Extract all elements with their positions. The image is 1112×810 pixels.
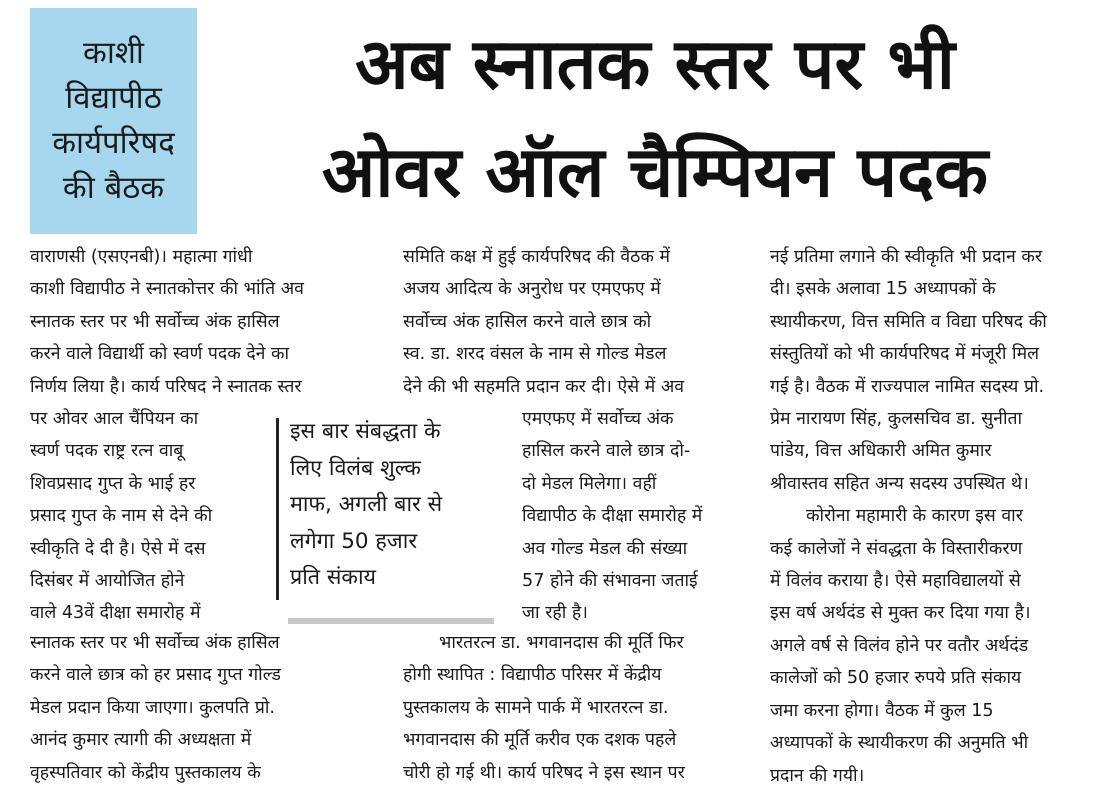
text-line: प्रसाद गुप्त के नाम से देने की bbox=[30, 506, 213, 527]
text-line: कई कालेजों ने संवद्धता के विस्तारीकरण bbox=[770, 538, 1023, 559]
text-line: प्रदान की गयी। bbox=[770, 765, 865, 786]
column-2-bottom bbox=[403, 627, 740, 789]
text-line: इस वर्ष अर्थदंड से मुक्त कर दिया गया है। bbox=[770, 603, 1031, 624]
text-line: गई है। वैठक में राज्यपाल नामित सदस्य प्रो. bbox=[770, 376, 1045, 397]
text-line: शिवप्रसाद गुप्त के भाई हर bbox=[30, 473, 196, 494]
text-line: समिति कक्ष में हुई कार्यपरिषद की वैठक में bbox=[403, 247, 670, 267]
text-line: विद्यापीठ के दीक्षा समारोह में bbox=[522, 506, 703, 527]
text-line: प्रेम नारायण सिंह, कुलसचिव डा. सुनीता bbox=[770, 409, 1023, 430]
text-line: देने की भी सहमति प्रदान कर दी। ऐसे में अव bbox=[403, 376, 685, 397]
text-line: जा रही है। bbox=[522, 603, 588, 624]
text-line: मेडल प्रदान किया जाएगा। कुलपति प्रो. bbox=[30, 697, 275, 718]
text-line: करने वाले छात्र को हर प्रसाद गुप्त गोल्ड bbox=[30, 665, 281, 686]
text-line: अध्यापकों के स्थायीकरण की अनुमति भी bbox=[770, 733, 1029, 754]
text-line: हासिल करने वाले छात्र दो- bbox=[522, 441, 691, 462]
pull-quote-line: इस बार संबद्धता के bbox=[290, 419, 441, 444]
text-line: भारतरत्न डा. भगवानदास की मूर्ति फिर bbox=[439, 633, 684, 653]
text-line: स्नातक स्तर पर भी सर्वोच्च अंक हासिल bbox=[30, 311, 280, 332]
text-line: दिसंबर में आयोजित होने bbox=[30, 571, 185, 592]
text-line: कालेजों को 50 हजार रुपये प्रति संकाय bbox=[770, 668, 1022, 689]
text-line: वाले 43वें दीक्षा समारोह में bbox=[30, 603, 201, 624]
text-line: 57 होने की संभावना जताई bbox=[522, 571, 698, 592]
text-line: कोरोना महामारी के कारण इस वार bbox=[806, 506, 1023, 527]
headline bbox=[205, 10, 1105, 226]
text-line: दो मेडल मिलेगा। वहीं bbox=[522, 473, 657, 494]
text-line: आनंद कुमार त्यागी की अध्यक्षता में bbox=[30, 730, 252, 751]
column-2-top bbox=[403, 241, 740, 403]
column-1-mid bbox=[30, 403, 252, 630]
text-line: स्थायीकरण, वित्त समिति व विद्या परिषद की bbox=[770, 311, 1047, 332]
text-line: होगी स्थापित : विद्यापीठ परिसर में केंद्रीय bbox=[403, 665, 662, 686]
text-line: पांडेय, वित्त अधिकारी अमित कुमार bbox=[770, 441, 992, 462]
text-line: स्नातक स्तर पर भी सर्वोच्च अंक हासिल bbox=[30, 633, 280, 653]
text-line: निर्णय लिया है। कार्य परिषद ने स्नातक स्तर bbox=[30, 376, 302, 397]
text-line: अगले वर्ष से विलंव होने पर वतौर अर्थदंड bbox=[770, 635, 1029, 656]
column-1-top bbox=[30, 241, 370, 403]
text-line: अजय आदित्य के अनुरोध पर एमएफए में bbox=[403, 279, 661, 300]
text-line: काशी विद्यापीठ ने स्नातकोत्तर की भांति अव bbox=[30, 279, 304, 300]
text-line: पर ओवर आल चैंपियन का bbox=[30, 409, 199, 429]
pull-quote-line: प्रति संकाय bbox=[290, 565, 376, 590]
kicker-line: कार्यपरिषद bbox=[52, 125, 175, 161]
headline-line-2: ओवर ऑल चैम्पियन पदक bbox=[321, 131, 989, 213]
text-line: अव गोल्ड मेडल की संख्या bbox=[522, 538, 688, 559]
pull-quote-rule bbox=[276, 418, 279, 600]
text-line: स्वीकृति दे दी है। ऐसे में दस bbox=[30, 538, 206, 559]
text-line: करने वाले विद्यार्थी को स्वर्ण पदक देने का bbox=[30, 344, 290, 365]
section-kicker bbox=[30, 8, 197, 234]
text-line: चोरी हो गई थी। कार्य परिषद ने इस स्थान पर bbox=[403, 762, 685, 783]
text-line: दी। इसके अलावा 15 अध्यापकों के bbox=[770, 279, 996, 300]
text-line: भगवानदास की मूर्ति करीव एक दशक पहले bbox=[403, 730, 677, 751]
headline-line-1: अब स्नातक स्तर पर भी bbox=[355, 23, 955, 105]
column-2-mid bbox=[522, 403, 740, 630]
text-line: जमा करना होगा। वैठक में कुल 15 bbox=[770, 700, 994, 721]
text-line: में विलंव कराया है। ऐसे महाविद्यालयों से bbox=[770, 571, 1021, 592]
pull-quote-underline bbox=[288, 618, 494, 624]
pull-quote-line: लिए विलंब शुल्क bbox=[290, 455, 421, 481]
text-line: स्वर्ण पदक राष्ट्र रत्न वाबू bbox=[30, 441, 184, 462]
kicker-line: विद्यापीठ bbox=[65, 80, 162, 116]
text-line: एमएफए में सर्वोच्च अंक bbox=[522, 409, 674, 429]
text-line: सर्वोच्च अंक हासिल करने वाले छात्र को bbox=[403, 311, 652, 332]
pull-quote-line: माफ, अगली बार से bbox=[290, 492, 443, 517]
text-line: वृहस्पतिवार को केंद्रीय पुस्तकालय के bbox=[30, 762, 261, 783]
text-line: नई प्रतिमा लगाने की स्वीकृति भी प्रदान कर bbox=[770, 247, 1043, 267]
text-line: श्रीवास्तव सहित अन्य सदस्य उपस्थित थे। bbox=[770, 473, 1029, 494]
text-line: स्व. डा. शरद वंसल के नाम से गोल्ड मेडल bbox=[403, 344, 667, 365]
text-line: पुस्तकालय के सामने पार्क में भारतरत्न डा. bbox=[403, 697, 669, 718]
column-3 bbox=[770, 241, 1108, 792]
kicker-line: की बैठक bbox=[62, 170, 165, 206]
kicker-line: काशी bbox=[83, 35, 144, 71]
pull-quote-line: लगेगा 50 हजार bbox=[290, 528, 418, 554]
text-line: संस्तुतियों को भी कार्यपरिषद में मंजूरी मिल bbox=[770, 344, 1040, 365]
pull-quote bbox=[290, 414, 495, 597]
text-line: वाराणसी (एसएनबी)। महात्मा गांधी bbox=[30, 247, 253, 267]
column-1-bottom bbox=[30, 627, 370, 789]
